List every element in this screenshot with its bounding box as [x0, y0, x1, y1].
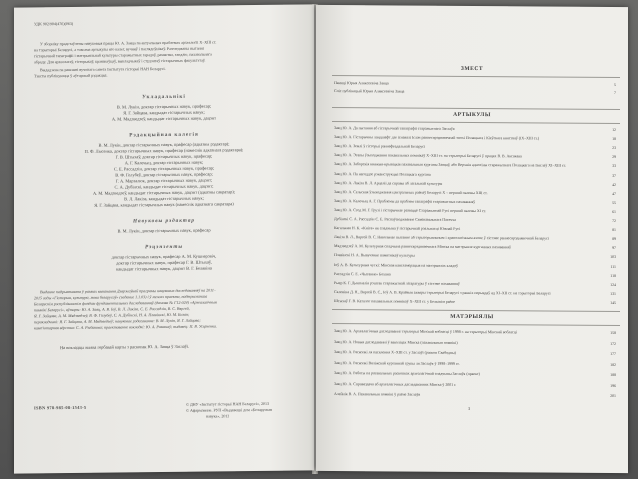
toc-entry: [334, 235, 616, 244]
intro-line: абраду. Для археолагаў, гісторыкаў, краязнаўцаў, выкладчыкаў і студэнтаў гістарычных факультэтаў.: [34, 57, 206, 65]
toc-entry: [334, 244, 616, 253]
toc-entry: [334, 135, 616, 144]
toc-entry: [334, 392, 616, 401]
toc-entry: [334, 350, 616, 359]
toc-entry-page: 177: [610, 351, 616, 357]
toc-entry-page: 5: [614, 82, 616, 88]
contents-title: ЗМЕСТ: [460, 65, 484, 73]
compiler-line: В. М. Лукін, доктар гістарычных навук, прафесар;: [116, 103, 212, 110]
reviewers-heading: Рэцэнзенты: [144, 243, 184, 251]
editorial-line: С. А. Дубінскі, кандыдат гістарычных навук, дацэнт;: [114, 183, 214, 190]
abstract-line: помнікі Беларусі», аўтары: Ю. А. Заяц, А. В. Іоў, В. Л. Лакіза, С. Е. Рассадзін, В. С. Вяргей,: [34, 305, 190, 313]
toc-entry: [334, 226, 616, 235]
toc-entry-title: Заяц Ю. А. Раскопкі ля пасялення X–XIII ст. у Заслаўі (раскоп Свабодны): [334, 350, 456, 355]
toc-entry-title: Дубінскі С. А. Рассадзін С. Е. Распаўсюджванне Сямінавальнага Пасечча: [334, 217, 456, 222]
toc-entry: [334, 153, 616, 162]
toc-entry-page: 72: [612, 218, 616, 224]
toc-entry-title: Заяц Ю. А. Калечыц А. Г. Праблемы да праблем тапаграфіі старажытных пахаванняў: [334, 198, 476, 204]
toc-entry-title: Заяц Ю. А. Археалагічныя даследаванні тэрыторыі Мінскай вобласці ў 1998 г. на тэрыторыі Мінскай вобласці: [334, 329, 517, 335]
toc-entry-page: 111: [610, 264, 616, 269]
toc-entry-title: Спіс публікацый Юрыя Аляксеевіча Заяца: [334, 89, 405, 94]
toc-entry: [334, 162, 616, 171]
toc-entry-page: 103: [610, 255, 616, 260]
editorial-line: А. М. Мядзведзеў, кандыдат гістарычных навук, дацэнт (адказны сакратар);: [93, 189, 235, 196]
udk-code: УДК 902/904(476)(063): [34, 20, 74, 27]
reviewer-line: доктар гістарычных навук, прафесар Г. В. Штыхаў,: [116, 259, 212, 266]
toc-entry-title: Заяц Ю. А. Заборскія княжыя-крывіцкія пахавальныя курганы Заяцаў, або Верхнія адносіны старажытнага Полацкага на Ізяслаў XI–XIII ст.: [334, 162, 567, 169]
toc-entry-title: Заяц Ю. А. Сельская ўзыходжання цэнтральных раёнаў Беларусі X – першай паловы XIII ст.: [334, 189, 488, 195]
abstract-line: Я. Г. Зайцава, А. М. Мядзведзеў, В. Ф. Голубеў, С. А. Дубінскі, Н. А. Плавінскі, Ю. М. Бохан;: [34, 311, 190, 319]
toc-entry-title: Заяц Ю. А. Гістарычны ландшафт дзе існавалі Іслач раннесярэднявечнай эпохі Полацкага і Кіеўскага княстваў (IX–XIII ст.): [334, 135, 540, 141]
editorial-line: А. Г. Калечыц, доктар гістарычных навук;: [124, 159, 204, 166]
toc-entry: [334, 126, 616, 135]
abstract-line: камп'ютарная вёрстка: С. А. Рыбакова; праектаванне вокладкі: Ю. А. Раманаў; выдавец: П. В. Усціненка.: [34, 323, 217, 331]
scientific-editor-heading: Навуковы рэдактар: [132, 217, 196, 225]
abstract-line: перакладчыкі: Я. Г. Зайцава, А. М. Мядзведзеў; навуковае рэдагаванне: В. М. Лукін, Я. Г. Зайцава;: [34, 317, 201, 325]
toc-entry: [334, 281, 616, 290]
toc-entry-page: 188: [610, 372, 616, 378]
copyright-line: навука», 2013: [206, 413, 230, 419]
toc-entry-title: Заяц Ю. А. Работы па ратавальных раскопках археалагічнай спадчыны Заслаўя (праект): [334, 371, 480, 377]
toc-entry-title: Заяц Ю. А. Справаздача аб археалагічных даследаваннях Мінска ў 2001 г.: [334, 381, 457, 387]
toc-entry: [334, 199, 616, 208]
toc-entry-title: Лакіза В. Л., Вяргей В. С. Нявольнае пытанне аб тэрыторыяльным і хранолагічным ахопе ў сістэме раннесярэднявечнай Беларусі: [334, 235, 549, 241]
right-page: [316, 5, 628, 473]
toc-entry: [334, 290, 616, 299]
toc-entry-title: Заяц Ю. А. Землі ў гісторыі раннефеадальнай Беларусі: [334, 144, 426, 149]
toc-entry-page: 12: [612, 127, 616, 133]
toc-entry: [334, 89, 616, 98]
articles-title: АРТЫКУЛЫ: [453, 111, 491, 119]
toc-entry-title: Заяц Ю. А. Новыя даследаванні ў ваколіцах Мінска (пахавальныя помнікі): [334, 339, 458, 345]
toc-entry-page: 158: [610, 330, 616, 336]
toc-entry-title: Кагальная Н. К. «Кніга» як спадчына ў гістарычнай рэальнасці Южнай Русі: [334, 226, 461, 232]
toc-entry-title: Заяц Ю. А. Раскопкі Вяліжскай курганнай групы ля Заслаўя ў 1998–1999 гг.: [334, 360, 460, 366]
divider: [332, 121, 620, 124]
toc-entry-title: Штыхаў Г. В. Каталог пахавальных помнікаў X–XIII ст. у Бельскім раёне: [334, 298, 456, 304]
toc-entry-title: Плавінскі Н. А. Вывучэнне памятнікаў культуры: [334, 253, 415, 258]
copyright-line: © Афармленне. РУП «Выдавецкі дом «Беларуская: [186, 406, 272, 413]
toc-entry-page: 89: [612, 237, 616, 242]
toc-entry-page: 172: [610, 341, 616, 346]
toc-entry: [334, 190, 616, 199]
toc-entry-title: Рассадзін С. Е. «Чытанне» Бохана: [334, 271, 391, 277]
toc-entry-title: Заяц Ю. А. Этапы ўзыходжання пахавальных помнікаў X–XIII ст. на тэрыторыі Беларусі ў працах В. В. Аксакава: [334, 153, 522, 159]
toc-entry-title: Іоў А. В. Культурныя чуткі: Мінская кангламерацыя на матэрыялах кладоў: [334, 262, 459, 268]
toc-entry: [334, 208, 616, 217]
toc-entry-page: 29: [612, 155, 616, 160]
abstract-line: Беларускім рэспубліканскім фондам фундаментальных даследаванняў (дамова № Г12-024) «Археалагічныя: [34, 299, 217, 307]
page-number: 3: [468, 405, 471, 411]
toc-entry: [334, 340, 616, 349]
scientific-editor-line: В. М. Лукін, доктар гістарычных навук, прафесар: [117, 227, 211, 234]
intro-line: гістарычнай тапаграфіі і матэрыяльнай культуры старажытных гарадоў, рамяства, гандлю, пахавальнага: [34, 51, 212, 59]
toc-entry-page: 37: [612, 173, 616, 178]
toc-entry-page: 196: [610, 383, 616, 388]
toc-entry: [334, 217, 616, 226]
toc-entry-page: 55: [612, 200, 616, 205]
isbn: ISBN 978-985-08-1543-5: [34, 404, 87, 411]
toc-entry: [334, 181, 616, 190]
toc-entry: [334, 144, 616, 153]
toc-entry-page: 42: [612, 182, 616, 187]
toc-entry-page: 7: [614, 90, 616, 96]
toc-entry-page: 201: [610, 393, 616, 399]
divider: [332, 75, 620, 78]
intro-line: У зборніку прадстаўлены навуковыя працы Ю. А. Заяца па актуальных праблемах археалогіі X–XIII ст.: [40, 39, 217, 47]
toc-entry-page: 97: [612, 246, 616, 251]
editorial-line: П. Ф. Лысенка, доктар гістарычных навук, прафесар (намеснік адказнага рэдактара);: [84, 147, 244, 154]
editorial-line: Г. В. Штыхаў, доктар гістарычных навук, прафесар;: [115, 153, 213, 160]
editorial-line: Г. А. Марзалюк, доктар гістарычных навук, дацэнт;: [115, 177, 213, 184]
abstract-line: Выданне падрыхтавана ў рамках выканання Дзяржаўнай праграмы навуковых даследаванняў на 2011–: [40, 287, 216, 295]
toc-entry: [334, 272, 616, 281]
divider: [332, 323, 620, 326]
toc-entry-page: 81: [612, 228, 616, 233]
compiler-line: А. М. Мядзведзеў, кандыдат гістарычных навук, дацэнт: [111, 115, 217, 122]
toc-entry-page: 47: [612, 191, 616, 196]
cover-note: На вокладцы выява гербавай карты з раскопак Ю. А. Заяца ў Заслаўі.: [60, 343, 190, 351]
toc-entry-title: Заяц Ю. А. Лакіза В. Л. Арцеліі да справы аб літальнай культуры: [334, 180, 443, 186]
editorial-board-heading: Рэдакцыйная калегія: [129, 131, 199, 139]
toc-entry-page: 23: [612, 146, 616, 151]
toc-entry: [334, 253, 616, 262]
copyright-line: © ДНУ «Інстытут гісторыі НАН Беларусі», 2013: [186, 400, 269, 407]
toc-entry-page: 118: [610, 273, 616, 278]
toc-entry-title: Алейнік В. А. Пахавальныя помнікі ў раёне Заслаўя: [334, 392, 421, 397]
editorial-line: В. М. Лукін, доктар гістарычных навук, прафесар (адказны рэдактар);: [98, 141, 230, 148]
compiler-line: Я. Г. Зайцава, кандыдат гістарычных навук;: [123, 109, 205, 116]
toc-entry-title: Заяц Ю. А. Да пытання аб гістарычнай тапаграфіі старажытнага Заслаўя: [334, 126, 455, 131]
intro-line: на тэрыторыі Беларусі, а таксама артыкулы яго калег, вучняў і паслядоўнікаў. Разгледжаны пытанні: [34, 45, 204, 53]
compilers-heading: Укладальнікі: [142, 93, 186, 101]
toc-entry-page: 182: [610, 362, 616, 367]
abstract-line: 2015 гады «Гісторыя, культура, мова беларусаў» (задание 1.1.03) і ў межах праекта, падтрыманага: [34, 293, 208, 301]
toc-entry-page: 131: [610, 291, 616, 296]
toc-entry-page: 33: [612, 164, 616, 169]
toc-entry-page: 18: [612, 137, 616, 142]
toc-entry: [334, 172, 616, 181]
toc-entry: [334, 263, 616, 272]
editorial-line: Я. Г. Зайцава, кандыдат гістарычных навук (намеснік адказнага сакратара): [94, 201, 234, 208]
toc-entry-title: Заяц Ю. А. Па нагоддзе рэканструкцыі Полацкага кургана: [334, 171, 431, 177]
toc-entry-title: Заяц Ю. А. Стод М. Г. Грузі і гістарычнае развіццё Старажытнай Русі першай паловы XI ст.: [334, 207, 487, 213]
divider: [332, 107, 620, 110]
intro-line: Тэксты публікуюцца ў аўтарскай рэдакцыі.: [34, 72, 108, 79]
reviewer-line: кандыдат гістарычных навук, дацэнт В. Г. Белявіна: [116, 265, 212, 272]
editorial-line: С. Е. Рассадзін, доктар гістарычных навук, прафесар;: [113, 165, 215, 172]
toc-entry: [334, 382, 616, 391]
divider: [332, 309, 620, 312]
left-page: [14, 4, 314, 473]
toc-entry-page: 61: [612, 209, 616, 214]
toc-entry-title: Скловіна Д. Н., Вяргей В. С., Іоў А. В. Краёвыя ахвяры тэрыторыі Беларусі з ранніх перыядаў ад XI–XII ст. на тэрыторыі Беларусі: [334, 289, 551, 296]
toc-entry: [334, 329, 616, 338]
editorial-line: В. Л. Лакіза, кандыдат гістарычных навук;: [124, 195, 204, 202]
toc-entry: [334, 299, 616, 308]
toc-entry-page: 124: [610, 282, 616, 287]
intro-line: Выдадзена па рашэнні вучонага савета Інстытута гісторыі НАН Беларусі.: [40, 65, 166, 73]
toc-entry-title: Памяці Юрыя Аляксеевіча Заяца: [334, 81, 389, 86]
toc-entry-title: Мядзведзеў А. М. Культурная спадчына раннесярэднявечнага Мінска на матэрыяле курганных пахаванняў: [334, 244, 512, 250]
toc-entry-title: Рыер К. Г. Дыягналія рэштак старажытнай літаратуры ў сістэме пахаванняў: [334, 280, 460, 286]
toc-entry: [334, 361, 616, 370]
editorial-line: В. Ф. Голубеў, доктар гістарычных навук, прафесар;: [115, 171, 213, 178]
materials-title: МАТЭРЫЯЛЫ: [450, 313, 494, 321]
reviewer-line: доктар гістарычных навук, прафесар А. М. Кушнерэвіч,: [111, 253, 217, 260]
toc-entry-page: 145: [610, 300, 616, 305]
toc-entry: [334, 371, 616, 380]
